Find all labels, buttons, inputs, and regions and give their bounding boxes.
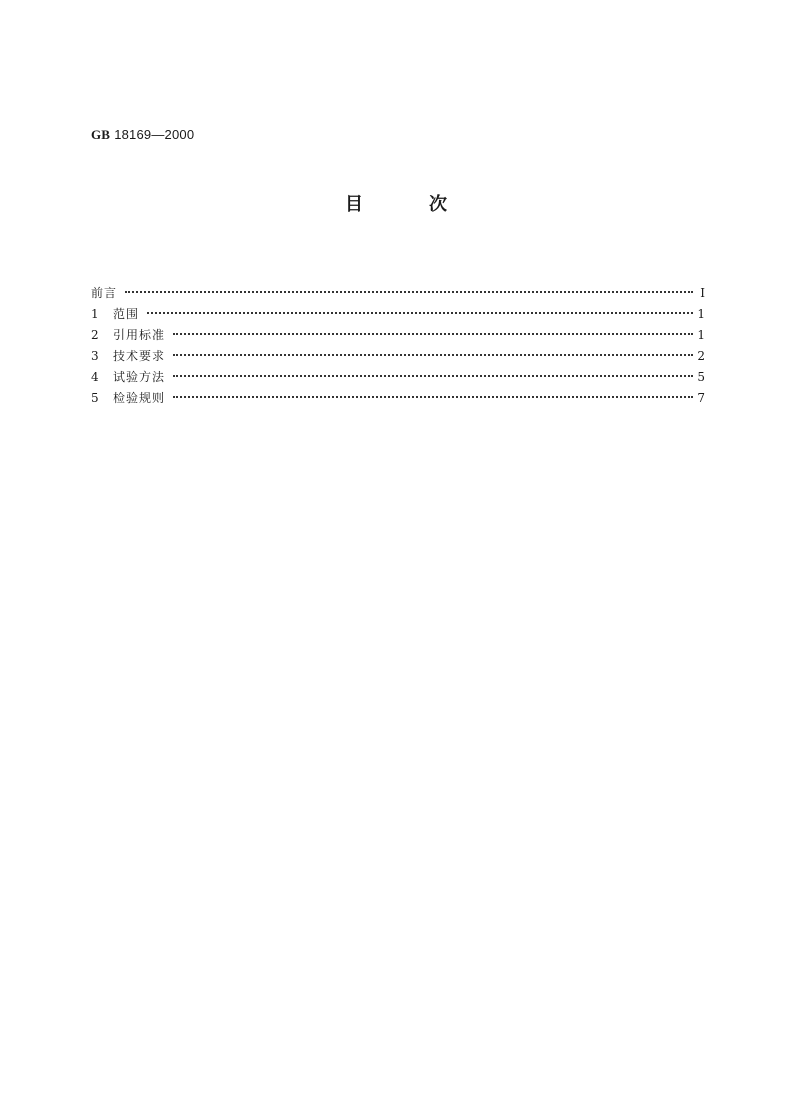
toc-entry-page: I (700, 286, 705, 300)
toc-leader-dots (173, 375, 693, 377)
standard-number-header (91, 127, 194, 143)
toc-entry-scope[interactable] (91, 305, 705, 326)
toc-entry-technical-requirements[interactable] (91, 347, 705, 368)
toc-entry-label: 前言 (91, 286, 118, 300)
toc-entry-foreword[interactable] (91, 284, 705, 305)
toc-entry-normative-references[interactable] (91, 326, 705, 347)
title-char-1: 目 (345, 194, 363, 215)
toc-entry-page: 1 (697, 307, 705, 321)
toc-leader-dots (173, 354, 693, 356)
toc-entry-label: 范围 (113, 307, 140, 321)
toc-entry-page: 7 (697, 391, 705, 405)
table-of-contents (91, 284, 705, 410)
toc-leader-dots (147, 312, 693, 314)
toc-entry-number: 5 (91, 391, 99, 405)
toc-entry-test-methods[interactable] (91, 368, 705, 389)
toc-entry-page: 2 (697, 349, 705, 363)
toc-entry-label: 引用标准 (113, 328, 166, 342)
toc-entry-number: 2 (91, 328, 99, 342)
toc-entry-label: 试验方法 (113, 370, 166, 384)
toc-entry-label: 技术要求 (113, 349, 166, 363)
toc-entry-page: 1 (697, 328, 705, 342)
standard-prefix: GB (91, 127, 111, 142)
toc-leader-dots (173, 333, 693, 335)
toc-entry-inspection-rules[interactable] (91, 389, 705, 410)
toc-entry-number: 1 (91, 307, 99, 321)
standard-code: 18169—2000 (114, 127, 195, 142)
toc-leader-dots (173, 396, 693, 398)
toc-entry-number: 3 (91, 349, 99, 363)
toc-entry-label: 检验规则 (113, 391, 166, 405)
page-title (0, 190, 792, 216)
toc-entry-number: 4 (91, 370, 99, 384)
title-char-2: 次 (429, 194, 447, 215)
toc-entry-page: 5 (697, 370, 705, 384)
toc-leader-dots (125, 291, 693, 293)
